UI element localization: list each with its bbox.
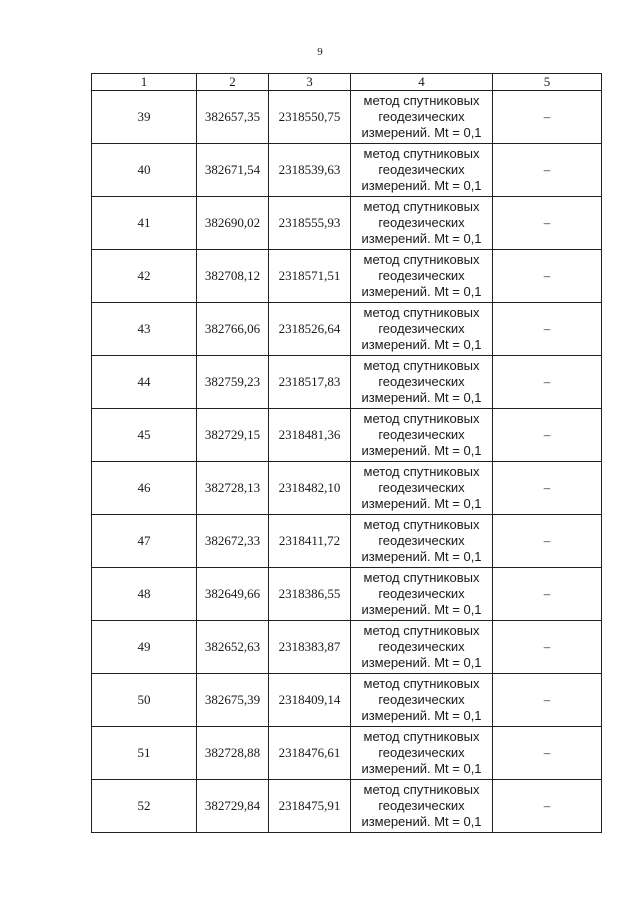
x-coordinate-cell: 382649,66 [197,568,269,621]
table-row [92,303,602,356]
x-coordinate-cell: 382652,63 [197,621,269,674]
note-cell: – [493,568,602,621]
x-coordinate-cell: 382672,33 [197,515,269,568]
point-number-cell: 41 [92,197,197,250]
point-number-cell: 47 [92,515,197,568]
y-coordinate-cell: 2318571,51 [269,250,351,303]
x-coordinate-cell: 382728,88 [197,727,269,780]
note-cell: – [493,197,602,250]
x-coordinate-cell: 382759,23 [197,356,269,409]
method-cell: метод спутниковых геодезических измерений. Mt = 0,1 [351,515,493,568]
table-row [92,727,602,780]
note-cell: – [493,144,602,197]
x-coordinate-cell: 382690,02 [197,197,269,250]
note-cell: – [493,621,602,674]
header-col-5: 5 [493,74,602,91]
method-cell: метод спутниковых геодезических измерений. Mt = 0,1 [351,197,493,250]
coordinates-table [91,73,602,833]
table-row [92,780,602,833]
y-coordinate-cell: 2318482,10 [269,462,351,515]
y-coordinate-cell: 2318383,87 [269,621,351,674]
method-cell: метод спутниковых геодезических измерений. Mt = 0,1 [351,621,493,674]
y-coordinate-cell: 2318411,72 [269,515,351,568]
table-row [92,409,602,462]
note-cell: – [493,303,602,356]
method-cell: метод спутниковых геодезических измерений. Mt = 0,1 [351,91,493,144]
y-coordinate-cell: 2318481,36 [269,409,351,462]
y-coordinate-cell: 2318539,63 [269,144,351,197]
x-coordinate-cell: 382766,06 [197,303,269,356]
note-cell: – [493,462,602,515]
point-number-cell: 39 [92,91,197,144]
y-coordinate-cell: 2318517,83 [269,356,351,409]
point-number-cell: 52 [92,780,197,833]
point-number-cell: 45 [92,409,197,462]
y-coordinate-cell: 2318526,64 [269,303,351,356]
note-cell: – [493,515,602,568]
table-row [92,515,602,568]
point-number-cell: 51 [92,727,197,780]
note-cell: – [493,409,602,462]
y-coordinate-cell: 2318475,91 [269,780,351,833]
x-coordinate-cell: 382671,54 [197,144,269,197]
method-cell: метод спутниковых геодезических измерений. Mt = 0,1 [351,303,493,356]
method-cell: метод спутниковых геодезических измерений. Mt = 0,1 [351,568,493,621]
method-cell: метод спутниковых геодезических измерений. Mt = 0,1 [351,409,493,462]
x-coordinate-cell: 382728,13 [197,462,269,515]
note-cell: – [493,91,602,144]
method-cell: метод спутниковых геодезических измерений. Mt = 0,1 [351,674,493,727]
point-number-cell: 44 [92,356,197,409]
table-row [92,91,602,144]
x-coordinate-cell: 382729,15 [197,409,269,462]
y-coordinate-cell: 2318550,75 [269,91,351,144]
table-row [92,197,602,250]
table-row [92,568,602,621]
note-cell: – [493,780,602,833]
point-number-cell: 48 [92,568,197,621]
header-col-1: 1 [92,74,197,91]
table-row [92,621,602,674]
point-number-cell: 42 [92,250,197,303]
x-coordinate-cell: 382657,35 [197,91,269,144]
x-coordinate-cell: 382708,12 [197,250,269,303]
header-col-2: 2 [197,74,269,91]
table-row [92,250,602,303]
point-number-cell: 50 [92,674,197,727]
table-row [92,462,602,515]
header-col-4: 4 [351,74,493,91]
point-number-cell: 46 [92,462,197,515]
x-coordinate-cell: 382675,39 [197,674,269,727]
y-coordinate-cell: 2318409,14 [269,674,351,727]
note-cell: – [493,727,602,780]
note-cell: – [493,356,602,409]
y-coordinate-cell: 2318476,61 [269,727,351,780]
note-cell: – [493,250,602,303]
method-cell: метод спутниковых геодезических измерений. Mt = 0,1 [351,144,493,197]
y-coordinate-cell: 2318555,93 [269,197,351,250]
table-row [92,144,602,197]
y-coordinate-cell: 2318386,55 [269,568,351,621]
method-cell: метод спутниковых геодезических измерений. Mt = 0,1 [351,780,493,833]
method-cell: метод спутниковых геодезических измерений. Mt = 0,1 [351,250,493,303]
table-row [92,356,602,409]
method-cell: метод спутниковых геодезических измерений. Mt = 0,1 [351,727,493,780]
page-number: 9 [317,46,323,58]
point-number-cell: 49 [92,621,197,674]
x-coordinate-cell: 382729,84 [197,780,269,833]
header-col-3: 3 [269,74,351,91]
table-header-row [92,74,602,91]
table-body [92,91,602,833]
note-cell: – [493,674,602,727]
point-number-cell: 40 [92,144,197,197]
method-cell: метод спутниковых геодезических измерений. Mt = 0,1 [351,356,493,409]
table-row [92,674,602,727]
method-cell: метод спутниковых геодезических измерений. Mt = 0,1 [351,462,493,515]
point-number-cell: 43 [92,303,197,356]
